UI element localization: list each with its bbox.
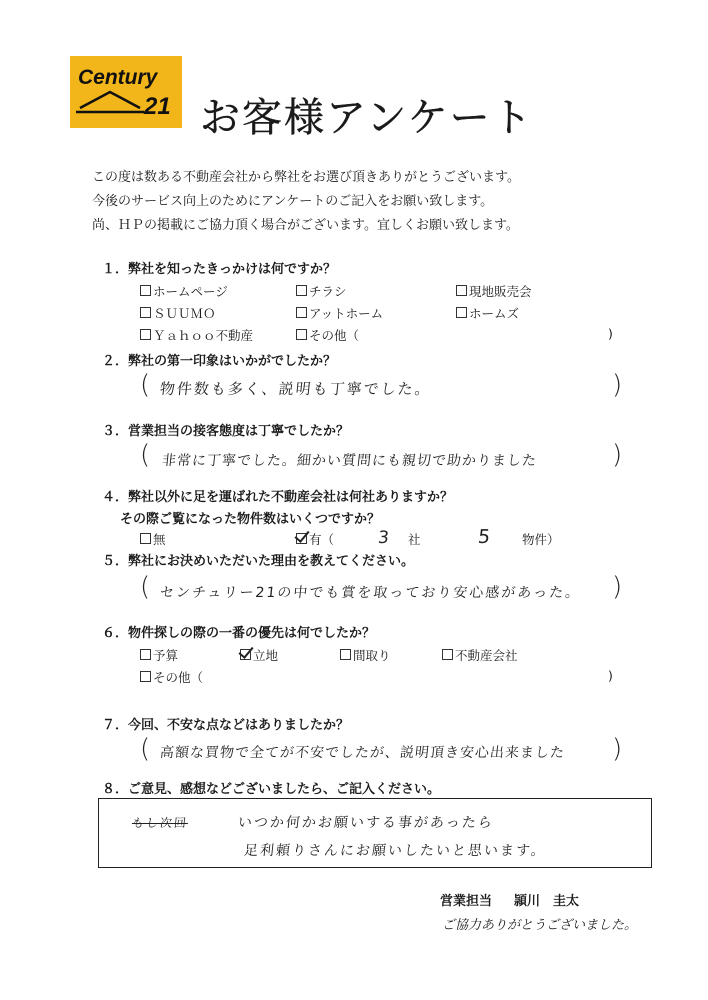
- handwritten-answer-5[interactable]: センチュリー21の中でも賞を取っており安心感があった。: [159, 585, 583, 601]
- thanks-message: ご協力ありがとうございました。: [442, 918, 638, 933]
- checkbox-option[interactable]: ホームページ: [140, 282, 228, 300]
- checkbox-option-other[interactable]: その他（: [296, 326, 359, 344]
- question-4-sub: その際ご覧になった物件数はいくつですか？: [120, 512, 381, 527]
- open-paren: (: [140, 370, 151, 400]
- comment-line-2[interactable]: 足利頼りさんにお願いしたいと思います。: [243, 843, 548, 859]
- checkbox-option-checked[interactable]: 立地: [240, 646, 278, 664]
- checkbox-option[interactable]: 不動産会社: [442, 646, 518, 664]
- check-mark-icon: [240, 649, 251, 660]
- open-paren: (: [140, 734, 151, 764]
- question-4: ４．弊社以外に足を運ばれた不動産会社は何社ありますか？: [102, 490, 454, 505]
- sales-rep-name: 頴川 圭太: [514, 894, 580, 909]
- question-3: ３．営業担当の接客態度は丁寧でしたか？: [102, 424, 350, 439]
- question-1: １．弊社を知ったきっかけは何ですか？: [102, 262, 337, 277]
- handwritten-answer-2[interactable]: 物件数も多く、説明も丁寧でした。: [159, 380, 433, 398]
- checkbox-none[interactable]: 無: [140, 530, 166, 548]
- close-paren: ): [612, 440, 623, 470]
- other-close-paren: ): [608, 326, 613, 341]
- checkbox-option[interactable]: アットホーム: [296, 304, 383, 322]
- checkbox-option-other[interactable]: その他（: [140, 668, 203, 686]
- handwritten-answer-3[interactable]: 非常に丁寧でした。細かい質問にも親切で助かりました: [161, 453, 538, 469]
- question-7: ７．今回、不安な点などはありましたか？: [102, 718, 350, 733]
- checkbox-yes[interactable]: 有（: [296, 530, 334, 548]
- close-paren: ): [612, 734, 623, 764]
- question-2: ２．弊社の第一印象はいかがでしたか？: [102, 354, 337, 369]
- companies-unit: 社: [408, 532, 421, 547]
- checkbox-option[interactable]: Ｙａｈｏｏ不動産: [140, 326, 253, 344]
- comment-line-1[interactable]: いつか何かお願いする事があったら: [237, 815, 495, 831]
- handwritten-answer-7[interactable]: 高額な買物で全てが不安でしたが、説明頂き安心出来ました: [159, 745, 566, 761]
- other-close-paren: ): [608, 668, 613, 683]
- open-paren: (: [140, 440, 151, 470]
- question-5: ５．弊社にお決めいただいた理由を教えてください。: [102, 554, 415, 569]
- century21-logo: [70, 56, 182, 128]
- question-8: ８．ご意見、感想などございましたら、ご記入ください。: [102, 782, 441, 797]
- properties-count[interactable]: 5: [476, 526, 494, 548]
- close-paren: ): [612, 370, 623, 400]
- intro-line-3: 尚、ＨＰの掲載にご協力頂く場合がございます。宜しくお願い致します。: [92, 218, 519, 233]
- checkbox-option[interactable]: ＳＵＵＭＯ: [140, 304, 216, 322]
- question-6: ６．物件探しの際の一番の優先は何でしたか？: [102, 626, 376, 641]
- checkbox-option[interactable]: 現地販売会: [456, 282, 532, 300]
- close-paren: ): [612, 572, 623, 602]
- svg-text:21: 21: [144, 93, 171, 120]
- intro-line-1: この度は数ある不動産会社から弊社をお選び頂きありがとうございます。: [92, 170, 520, 185]
- struck-text: もし次回: [131, 816, 189, 830]
- sales-rep-label: 営業担当: [440, 894, 493, 909]
- checkbox-option[interactable]: チラシ: [296, 282, 347, 300]
- page-title: お客様アンケート: [200, 95, 534, 141]
- companies-count[interactable]: 3: [376, 528, 392, 548]
- check-mark-icon: [296, 533, 307, 544]
- checkbox-option[interactable]: ホームズ: [456, 304, 519, 322]
- checkbox-option[interactable]: 予算: [140, 646, 178, 664]
- svg-text:Century: Century: [78, 66, 158, 89]
- open-paren: (: [140, 572, 151, 602]
- intro-line-2: 今後のサービス向上のためにアンケートのご記入をお願い致します。: [92, 194, 494, 209]
- properties-unit: 物件）: [522, 532, 560, 547]
- checkbox-option[interactable]: 間取り: [340, 646, 391, 664]
